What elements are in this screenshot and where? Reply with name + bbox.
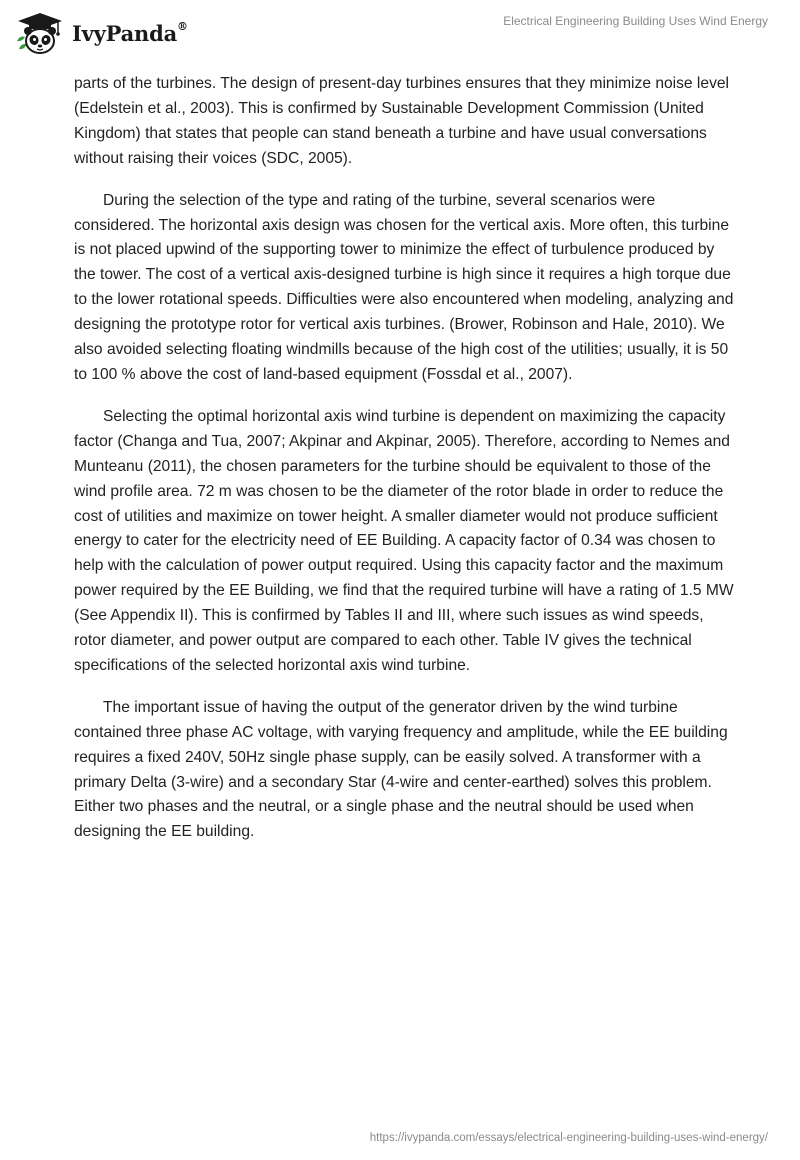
source-url[interactable]: https://ivypanda.com/essays/electrical-engineering-building-uses-wind-energy/ [369,1132,768,1144]
paragraph: The important issue of having the output of the generator driven by the wind turbine contained three phase AC voltage, with varying frequency and amplitude, while the EE building requires a fixed 240V, 50Hz single phase supply, can be easily solved. A transformer with a primary Delta (3-wire) and a secondary Star (4-wire and center-earthed) solves this problem. Either two phases and the neutral, or a single phase and the neutral should be used when designing the EE building. [74,698,728,841]
paragraph: Selecting the optimal horizontal axis wind turbine is dependent on maximizing the capacity factor (Changa and Tua, 2007; Akpinar and Akpinar, 2005). Therefore, according to Nemes and Munteanu (2011), the chosen parameters for the turbine should be equivalent to those of the wind profile area. 72 m was chosen to be the diameter of the rotor blade in order to reduce the cost of utilities and maximize on tower height. A smaller diameter would not produce sufficient energy to cater for the electricity need of EE Building. A capacity factor of 0.34 was chosen to help with the calculation of power output required. Using this capacity factor and the maximum power required by the EE Building, we find that the required turbine will have a rating of 1.5 MW (See Appendix II). This is confirmed by Tables II and III, where such issues as wind speeds, rotor diameter, and power output are compared to each other. Table IV gives the technical specifications of the selected horizontal axis wind turbine. [74,407,734,674]
page-header [0,0,800,66]
paragraph: parts of the turbines. The design of present-day turbines ensures that they minimize noise level (Edelstein et al., 2003). This is confirmed by Sustainable Development Commission (United Kingdom) that states that people can stand beneath a turbine and have usual conversations without raising their voices (SDC, 2005). [74,75,730,167]
registered-mark: ® [177,19,188,33]
paragraph: During the selection of the type and rating of the turbine, several scenarios were considered. The horizontal axis design was chosen for the vertical axis. More often, this turbine is not placed upwind of the supporting tower to minimize the effect of turbulence produced by the tower. The cost of a vertical axis-designed turbine is high since it requires a high torque due to the lower rotational speeds. Difficulties were also encountered when modeling, analyzing and designing the prototype rotor for vertical axis turbines. (Brower, Robinson and Hale, 2010). We also avoided selecting floating windmills because of the high cost of the utilities; usually, it is 50 to 100 % above the cost of land-based equipment (Fossdal et al., 2007). [74,191,734,383]
article-body [74,72,734,862]
document-title: Electrical Engineering Building Uses Wind Energy [503,14,768,28]
brand-logo[interactable] [14,8,188,58]
brand-name: IvyPanda® [72,19,188,46]
panda-graduate-icon [14,11,66,55]
